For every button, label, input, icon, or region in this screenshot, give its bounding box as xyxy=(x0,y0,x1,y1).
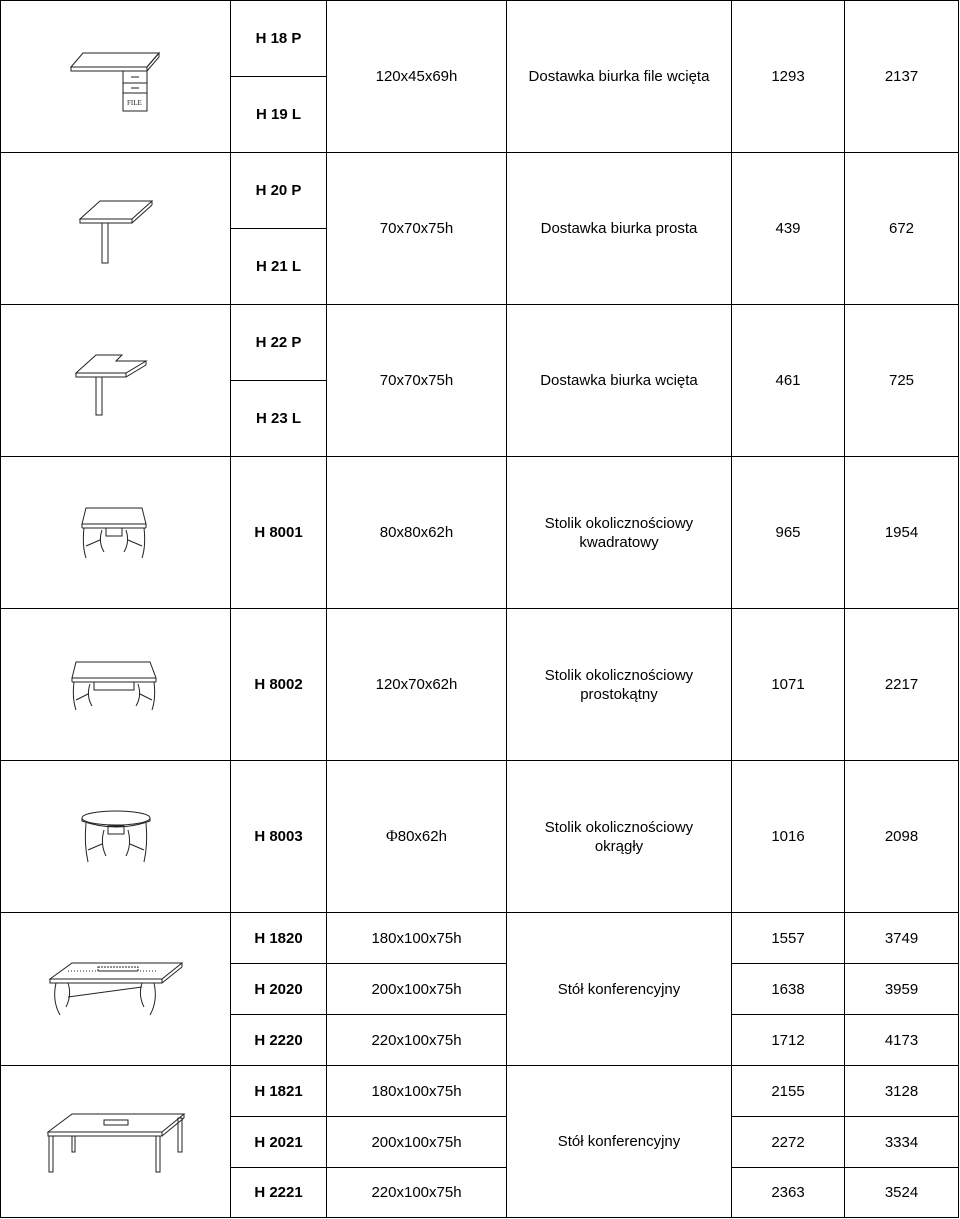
dimensions: 120x70x62h xyxy=(327,609,507,761)
dimensions: 180x100x75h xyxy=(327,1066,507,1117)
square-coffee-table-icon xyxy=(1,457,231,609)
price-1: 461 xyxy=(732,305,845,457)
price-2: 3959 xyxy=(845,964,959,1015)
product-name-line-1: Stolik okolicznościowy xyxy=(544,666,694,684)
product-code: H 21 L xyxy=(231,229,327,305)
product-code: H 8002 xyxy=(231,609,327,761)
dimensions: 180x100x75h xyxy=(327,913,507,964)
price-1: 965 xyxy=(732,457,845,609)
product-code: H 2220 xyxy=(231,1015,327,1066)
product-name: Stół konferencyjny xyxy=(507,1066,732,1218)
product-code: H 8001 xyxy=(231,457,327,609)
rectangular-coffee-table-icon xyxy=(1,609,231,761)
product-name-line-2: kwadratowy xyxy=(579,533,659,551)
conference-table-leg-frame-icon xyxy=(1,1066,231,1218)
price-2: 3128 xyxy=(845,1066,959,1117)
price-1: 1016 xyxy=(732,761,845,913)
product-code: H 1821 xyxy=(231,1066,327,1117)
price-2: 672 xyxy=(845,153,959,305)
product-name: Dostawka biurka file wcięta xyxy=(507,1,732,153)
product-code: H 2221 xyxy=(231,1168,327,1218)
price-1: 1293 xyxy=(732,1,845,153)
svg-text:FILE: FILE xyxy=(126,98,142,107)
product-name xyxy=(507,761,732,913)
straight-desk-extension-icon xyxy=(1,153,231,305)
price-2: 2137 xyxy=(845,1,959,153)
diameter-symbol: Φ xyxy=(386,828,398,845)
product-name-line-2: prostokątny xyxy=(580,685,658,703)
conference-table-panel-legs-icon xyxy=(1,913,231,1066)
price-1: 1712 xyxy=(732,1015,845,1066)
price-2: 725 xyxy=(845,305,959,457)
price-2: 3524 xyxy=(845,1168,959,1218)
product-name: Dostawka biurka prosta xyxy=(507,153,732,305)
price-2: 2217 xyxy=(845,609,959,761)
notched-desk-extension-icon xyxy=(1,305,231,457)
dimensions: 220x100x75h xyxy=(327,1168,507,1218)
product-code: H 19 L xyxy=(231,77,327,153)
product-code: H 20 P xyxy=(231,153,327,229)
dimensions: 70x70x75h xyxy=(327,153,507,305)
price-1: 1071 xyxy=(732,609,845,761)
price-2: 3749 xyxy=(845,913,959,964)
price-1: 1557 xyxy=(732,913,845,964)
dimensions: 200x100x75h xyxy=(327,964,507,1015)
price-2: 2098 xyxy=(845,761,959,913)
dimensions: 220x100x75h xyxy=(327,1015,507,1066)
dimensions: 200x100x75h xyxy=(327,1117,507,1168)
desk-extension-file-icon xyxy=(1,1,231,153)
price-2: 1954 xyxy=(845,457,959,609)
product-code: H 1820 xyxy=(231,913,327,964)
price-1: 1638 xyxy=(732,964,845,1015)
dimensions: 80x80x62h xyxy=(327,457,507,609)
product-code: H 18 P xyxy=(231,1,327,77)
product-code: H 8003 xyxy=(231,761,327,913)
product-name-line-1: Stolik okolicznościowy xyxy=(544,818,694,836)
round-coffee-table-icon xyxy=(1,761,231,913)
product-code: H 2021 xyxy=(231,1117,327,1168)
product-name xyxy=(507,457,732,609)
product-name-line-1: Stolik okolicznościowy xyxy=(544,514,694,532)
dimensions: 120x45x69h xyxy=(327,1,507,153)
product-name-line-2: okrągły xyxy=(594,837,644,855)
dimensions: 70x70x75h xyxy=(327,305,507,457)
product-name: Dostawka biurka wcięta xyxy=(507,305,732,457)
product-code: H 2020 xyxy=(231,964,327,1015)
product-code: H 22 P xyxy=(231,305,327,381)
dimensions xyxy=(327,761,507,913)
price-2: 4173 xyxy=(845,1015,959,1066)
price-1: 2363 xyxy=(732,1168,845,1218)
price-1: 2155 xyxy=(732,1066,845,1117)
product-code: H 23 L xyxy=(231,381,327,457)
price-2: 3334 xyxy=(845,1117,959,1168)
product-name: Stół konferencyjny xyxy=(507,913,732,1066)
price-1: 439 xyxy=(732,153,845,305)
dimensions-value: 80x62h xyxy=(397,828,447,845)
price-1: 2272 xyxy=(732,1117,845,1168)
product-name xyxy=(507,609,732,761)
